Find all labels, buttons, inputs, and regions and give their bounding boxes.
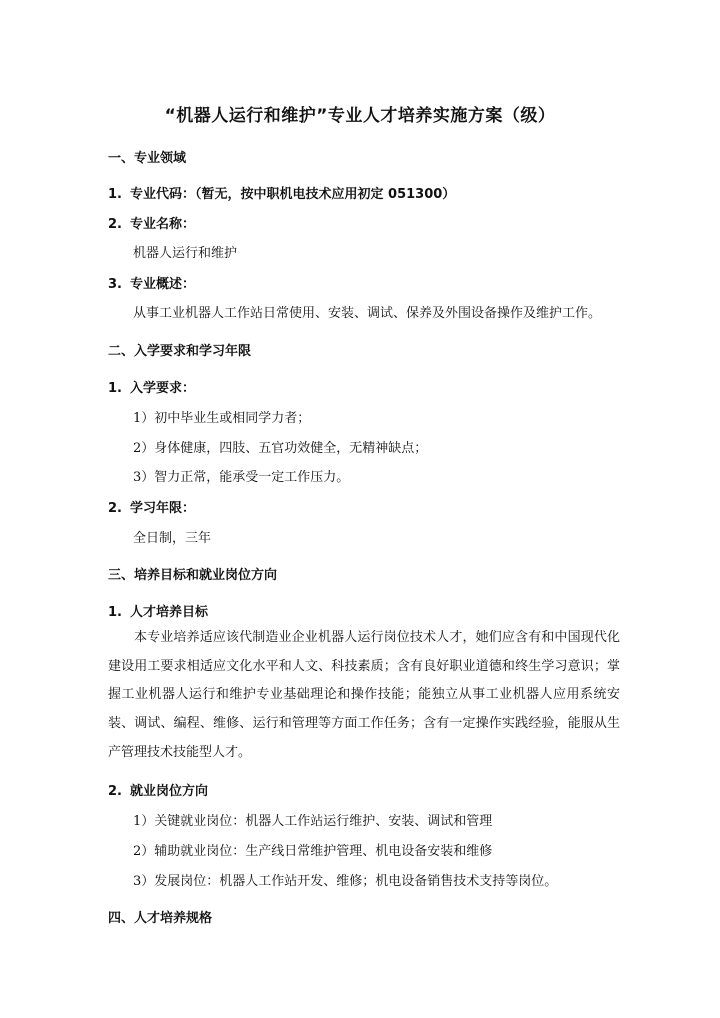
section1-item1-text: 专业代码：（暂无，按中职机电技术应用初定 051300） bbox=[130, 187, 456, 202]
section1-heading: 一、专业领域 bbox=[108, 151, 187, 166]
section3-item1-number: 1. bbox=[108, 605, 122, 620]
section1-item2-text: 专业名称： bbox=[130, 217, 196, 232]
section2-item1 bbox=[108, 377, 195, 396]
job-direction-2: 2）辅助就业岗位：生产线日常维护管理、机电设备安装和维修 bbox=[133, 844, 493, 859]
training-goal-paragraph: 本专业培养适应该代制造业企业机器人运行岗位技术人才，她们应含有和中国现代化建设用工要求相适应文化水平和人文、科技素质；含有良好职业道德和终生学习意识；掌握工业机器人运行和维护专业基础理论和操作技能；能独立从事工业机器人应用系统安装、调试、编程、维修、运行和管理等方面工作任务；含有一定操作实践经验，能服从生产管理技术技能型人才。 bbox=[108, 630, 620, 760]
section3-item1 bbox=[108, 601, 208, 620]
section1-item2-value: 机器人运行和维护 bbox=[133, 246, 238, 261]
section3-item2-number: 2. bbox=[108, 784, 122, 799]
section2-item2-value: 全日制，三年 bbox=[133, 531, 212, 546]
section1-item2-number: 2. bbox=[108, 217, 122, 232]
requirement-1: 1）初中毕业生或相同学力者； bbox=[133, 411, 311, 426]
section2-item2-number: 2. bbox=[108, 501, 122, 516]
job-direction-1: 1）关键就业岗位：机器人工作站运行维护、安装、调试和管理 bbox=[133, 814, 493, 829]
section1-item1-number: 1. bbox=[108, 187, 122, 202]
section2-heading: 二、入学要求和学习年限 bbox=[108, 344, 252, 359]
section1-item3-text: 专业概述： bbox=[130, 277, 196, 292]
document-title: “机器人运行和维护”专业人才培养实施方案（级） bbox=[164, 106, 556, 126]
section1-item3-number: 3. bbox=[108, 277, 122, 292]
requirement-3: 3）智力正常，能承受一定工作压力。 bbox=[133, 470, 350, 485]
section3-item1-text: 人才培养目标 bbox=[130, 605, 209, 620]
requirement-2: 2）身体健康，四肢、五官功效健全，无精神缺点； bbox=[133, 441, 428, 456]
section2-item1-text: 入学要求： bbox=[130, 381, 196, 396]
section1-item3 bbox=[108, 273, 195, 292]
section1-item1 bbox=[108, 183, 455, 202]
section1-item2 bbox=[108, 213, 195, 232]
section3-item2 bbox=[108, 780, 208, 799]
section3-heading: 三、培养目标和就业岗位方向 bbox=[108, 568, 278, 583]
section4-heading: 四、人才培养规格 bbox=[108, 911, 213, 926]
section2-item2-text: 学习年限： bbox=[130, 501, 196, 516]
section2-item2 bbox=[108, 497, 195, 516]
section1-item3-value: 从事工业机器人工作站日常使用、安装、调试、保养及外围设备操作及维护工作。 bbox=[133, 306, 602, 321]
job-direction-3: 3）发展岗位：机器人工作站开发、维修；机电设备销售技术支持等岗位。 bbox=[133, 874, 558, 889]
section2-item1-number: 1. bbox=[108, 381, 122, 396]
section3-item2-text: 就业岗位方向 bbox=[130, 784, 209, 799]
